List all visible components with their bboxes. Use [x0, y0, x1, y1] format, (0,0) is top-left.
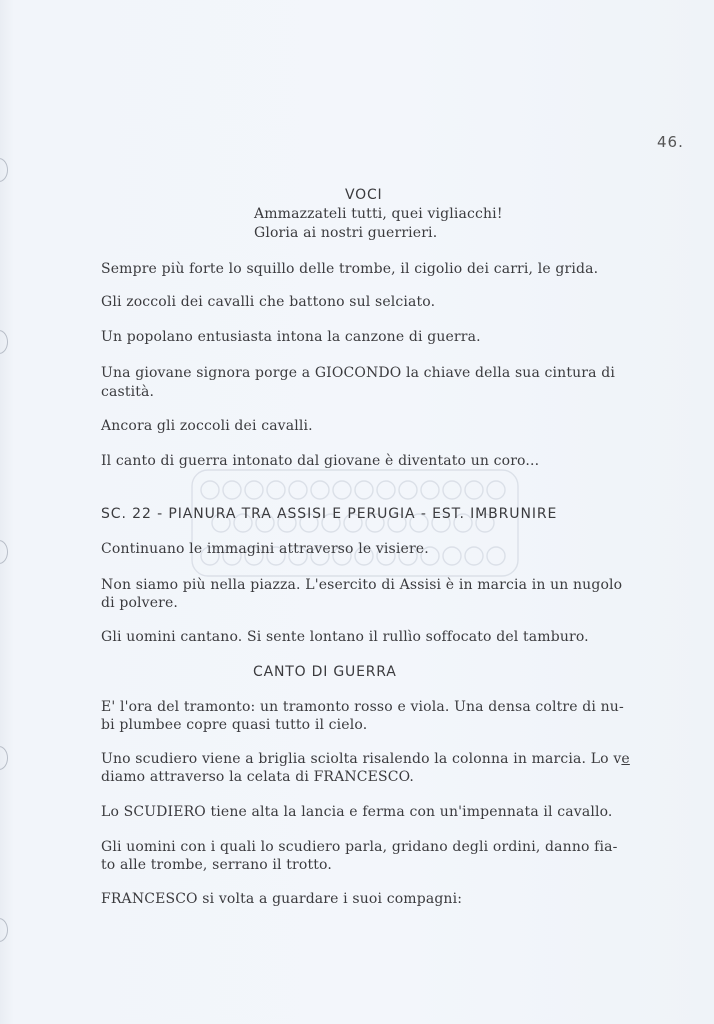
- binding-hole: [0, 918, 8, 942]
- action-paragraph: FRANCESCO si volta a guardare i suoi compagni:: [101, 891, 463, 907]
- action-paragraph: Lo SCUDIERO tiene alta la lancia e ferma con un'impennata il cavallo.: [101, 804, 613, 820]
- action-paragraph: Una giovane signora porge a GIOCONDO la chiave della sua cintura di: [101, 365, 615, 381]
- action-paragraph-continued: di polvere.: [101, 595, 179, 611]
- binding-hole: [0, 158, 8, 182]
- action-paragraph: Gli zoccoli dei cavalli che battono sul selciato.: [101, 294, 436, 310]
- action-paragraph: Gli uomini cantano. Si sente lontano il rullìo soffocato del tamburo.: [101, 629, 589, 645]
- action-paragraph: Un popolano entusiasta intona la canzone di guerra.: [101, 329, 481, 345]
- action-paragraph: Sempre più forte lo squillo delle trombe, il cigolio dei carri, le grida.: [101, 261, 599, 277]
- action-paragraph: Continuano le immagini attraverso le visiere.: [101, 541, 429, 557]
- binding-hole: [0, 540, 8, 564]
- page-number: 46.: [657, 133, 684, 151]
- binding-hole: [0, 746, 8, 770]
- binding-hole: [0, 330, 8, 354]
- action-paragraph-continued: bi plumbee copre quasi tutto il cielo.: [101, 717, 368, 733]
- action-paragraph-continued: castità.: [101, 384, 155, 400]
- speaker-name: VOCI: [345, 187, 383, 203]
- action-paragraph-continued: to alle trombe, serrano il trotto.: [101, 857, 332, 873]
- song-heading: CANTO DI GUERRA: [253, 664, 397, 680]
- scene-heading: SC. 22 - PIANURA TRA ASSISI E PERUGIA - EST. IMBRUNIRE: [101, 506, 558, 522]
- dialogue-line: Gloria ai nostri guerrieri.: [254, 225, 438, 241]
- action-paragraph: Ancora gli zoccoli dei cavalli.: [101, 418, 313, 434]
- action-paragraph: [101, 750, 630, 769]
- action-paragraph: Il canto di guerra intonato dal giovane è diventato un coro...: [101, 453, 540, 469]
- underlined-syllable: e: [621, 751, 630, 767]
- action-paragraph: Non siamo più nella piazza. L'esercito di Assisi è in marcia in un nugolo: [101, 577, 623, 593]
- line-text: Uno scudiero viene a briglia sciolta risalendo la colonna in marcia. Lo v: [101, 751, 622, 767]
- action-paragraph: E' l'ora del tramonto: un tramonto rosso e viola. Una densa coltre di nu-: [101, 699, 624, 715]
- action-paragraph: Gli uomini con i quali lo scudiero parla, gridano degli ordini, danno fia-: [101, 839, 618, 855]
- action-paragraph-continued: diamo attraverso la celata di FRANCESCO.: [101, 769, 415, 785]
- dialogue-line: Ammazzateli tutti, quei vigliacchi!: [254, 206, 503, 222]
